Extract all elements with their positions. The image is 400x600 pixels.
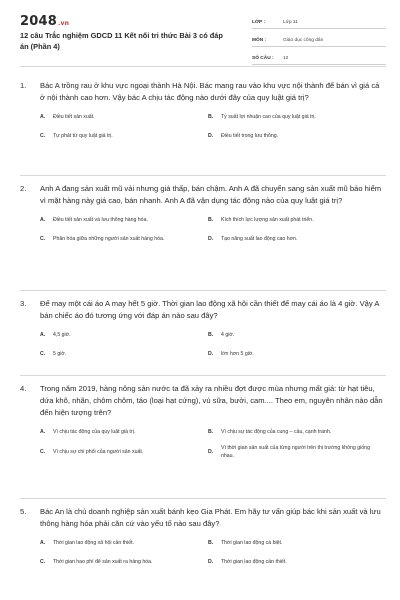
meta-key: LỚP : [252,20,266,25]
question-2 [20,183,386,246]
option-text: Thời gian hao phí để sản xuất ra hàng hóa. [53,559,153,565]
question-text: Trong năm 2019, hàng nông sản nước ta đã xảy ra nhiều đợt được mùa nhưng mất giá: từ hạt tiêu, dứa khô, nhãn, chôm chôm, táo (loại hạt cứng), vú sữa, bưởi, cam.... Theo em, nguyên nhân nào dẫn đến hiện tượng trên? [40,384,383,417]
divider [20,175,386,176]
question-number: 4. [20,384,27,393]
option-letter: B. [208,114,214,120]
page-header [0,0,400,66]
question-number: 1. [20,81,27,90]
option-letter: D. [208,449,214,455]
divider [20,375,386,376]
option-text: Điều tiết sản xuất và lưu thông hàng hóa. [53,217,148,223]
question-3 [20,298,386,361]
answer-option-d[interactable] [208,129,384,143]
option-letter: C. [40,133,46,139]
answer-option-b[interactable] [208,536,384,550]
option-letter: A. [40,332,46,338]
answer-options [40,328,386,361]
question-number: 5. [20,507,27,516]
option-letter: D. [208,236,214,242]
question-4 [20,383,386,460]
option-letter: B. [208,217,214,223]
answer-option-b[interactable] [208,425,384,439]
answer-options [40,425,386,460]
option-text: Điều tiết sản xuất. [53,114,95,120]
answer-option-d[interactable] [208,232,384,246]
option-letter: B. [208,540,214,546]
question-stem [20,298,386,322]
question-number: 2. [20,184,27,193]
option-text: lớn hơn 5 giờ. [221,351,254,357]
question-stem [20,80,386,104]
answer-option-a[interactable] [40,110,208,124]
option-letter: A. [40,217,46,223]
answer-option-c[interactable] [40,555,208,569]
meta-row-subject [252,32,386,47]
option-letter: D. [208,133,214,139]
option-letter: C. [40,449,46,455]
answer-option-a[interactable] [40,328,208,342]
question-stem [20,383,386,419]
option-letter: C. [40,351,46,357]
option-text: 4,5 giờ. [53,332,71,338]
meta-row-count [252,50,386,65]
option-text: Kích thích lực lượng sản xuất phát triển. [221,217,314,223]
divider [20,498,386,499]
meta-value: 12 [283,56,289,61]
answer-option-a[interactable] [40,425,208,439]
option-letter: B. [208,429,214,435]
option-text: Tạo năng suất lao động cao hơn. [221,236,298,242]
option-letter: A. [40,429,46,435]
logo-suffix: .vn [57,20,70,27]
document-meta [252,14,386,68]
option-letter: D. [208,351,214,357]
meta-key: SỐ CÂU : [252,56,274,61]
question-text: Anh A đang sản xuất mũ vải nhưng giá thấp, bán chậm. Anh A đã chuyển sang sản xuất mũ bảo hiểm vì mặt hàng này giá cao, bán nhanh. Anh A đã vận dụng tác động nào của quy luật giá trị? [40,184,382,205]
question-text: Bác An là chủ doanh nghiệp sản xuất bánh kẹo Gia Phát. Em hãy tư vấn giúp bác khi sản xuất và lưu thông hàng hóa phải căn cứ vào yếu tố nào sau đây? [40,507,381,528]
meta-value: Lớp 11 [283,20,298,25]
option-text: Vì chịu sự tác động của cung – cầu, cạnh tranh. [221,429,332,435]
answer-options [40,213,386,246]
question-stem [20,506,386,530]
option-text: Điều tiết trong lưu thông. [221,133,279,139]
question-1 [20,80,386,143]
answer-options [40,536,386,569]
answer-option-c[interactable] [40,347,208,361]
option-letter: C. [40,559,46,565]
meta-key: MÔN : [252,38,267,43]
answer-option-b[interactable] [208,213,384,227]
option-text: Tỷ suất lợi nhuận cao của quy luật giá trị. [221,114,316,120]
option-text: Phân hóa giữa những người sản xuất hàng hóa. [53,236,165,242]
document-title: 12 câu Trắc nghiệm GDCD 11 Kết nối tri thức Bài 3 có đáp án (Phần 4) [20,31,223,51]
option-text: Thời gian lao động xã hội cần thiết. [53,540,134,546]
option-text: 4 giờ. [221,332,235,338]
option-text: Vì chịu tác động của quy luật giá trị. [53,429,136,435]
question-text: Bác A trồng rau ở khu vực ngoại thành Hà Nội. Bác mang rau vào khu vực nội thành để bán vì giá cả ở nội thành cao hơn. Vậy bác A chịu tác động nào dưới đây của quy luật giá trị? [40,81,380,102]
question-stem [20,183,386,207]
answer-option-a[interactable] [40,213,208,227]
question-5 [20,506,386,569]
answer-option-d[interactable] [208,347,384,361]
option-text: Vì thời gian sản xuất của từng người trên thị trường không giống nhau. [221,445,370,459]
divider [20,66,386,67]
meta-value: Giáo dục công dân [283,38,324,43]
answer-option-c[interactable] [40,232,208,246]
option-letter: A. [40,114,46,120]
option-letter: B. [208,332,214,338]
answer-option-c[interactable] [40,129,208,143]
question-number: 3. [20,299,27,308]
answer-option-b[interactable] [208,110,384,124]
option-text: Thời gian lao động cá biệt. [221,540,283,546]
answer-option-c[interactable] [40,444,208,460]
option-letter: A. [40,540,46,546]
answer-options [40,110,386,143]
answer-option-b[interactable] [208,328,384,342]
option-text: Tự phát từ quy luật giá trị. [53,133,113,139]
option-text: Thời gian lao động cần thiết. [221,559,287,565]
option-letter: C. [40,236,46,242]
question-text: Để may một cái áo A may hết 5 giờ. Thời gian lao động xã hội cần thiết để may cái áo là 4 giờ. Vậy A bán chiếc áo đó tương ứng với đáp án nào sau đây? [40,299,379,320]
answer-option-d[interactable] [208,444,384,460]
answer-option-d[interactable] [208,555,384,569]
option-letter: D. [208,559,214,565]
divider [20,290,386,291]
answer-option-a[interactable] [40,536,208,550]
option-text: 5 giờ. [53,351,67,357]
site-logo[interactable] [20,14,69,29]
option-text: Vì chịu sự chi phối của người sản xuất. [53,449,144,455]
meta-row-class [252,14,386,29]
logo-text: 2048 [20,14,57,29]
